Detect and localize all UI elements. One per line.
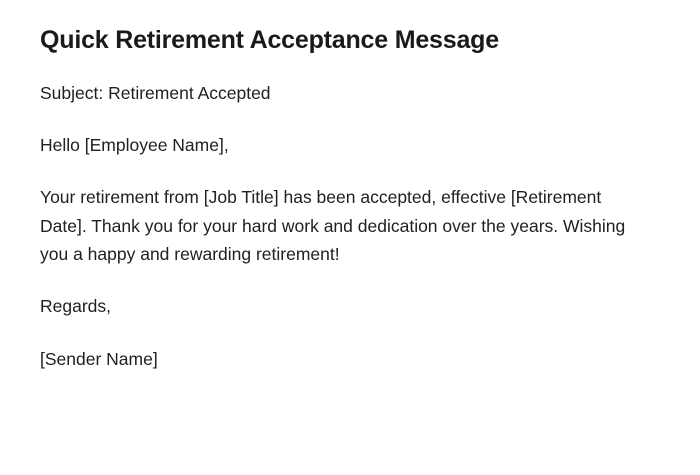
sender-line: [Sender Name]: [40, 348, 158, 369]
closing-line: Regards,: [40, 296, 112, 317]
message-body: Your retirement from [Job Title] has been accepted, effective [Retirement Date]. Thank you for your hard work and dedication over the years. Wishing you a happy and rewarding retirement!: [40, 187, 626, 264]
greeting-line: Hello [Employee Name],: [40, 134, 229, 155]
subject-line: Subject: Retirement Accepted: [40, 82, 271, 103]
document-body: [40, 79, 660, 373]
page-title: Quick Retirement Acceptance Message: [40, 26, 499, 54]
